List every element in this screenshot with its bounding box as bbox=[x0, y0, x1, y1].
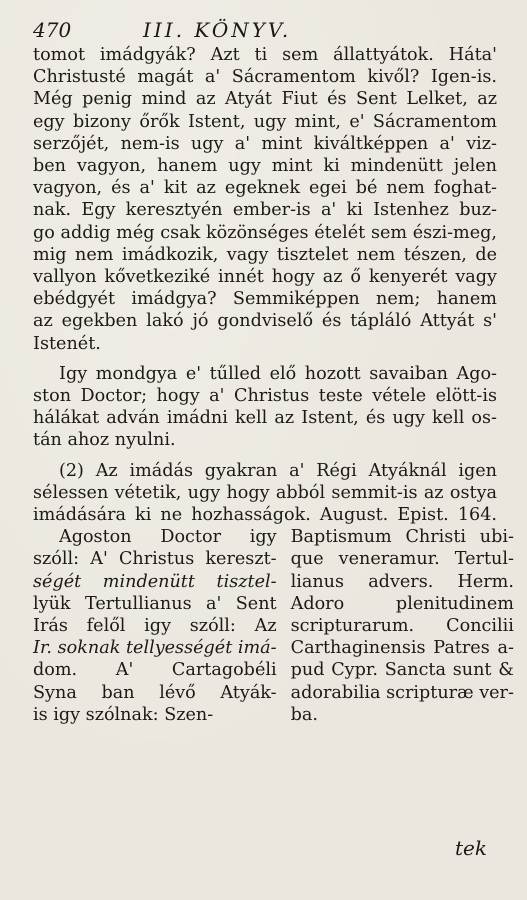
text-line: (2) Az imádás gyakran a' Régi Atyáknál igen bbox=[59, 460, 497, 481]
main-text bbox=[33, 44, 497, 526]
text-line: hálákat adván imádni kell az Istent, és ugy kell os- bbox=[33, 408, 497, 429]
paragraph-1 bbox=[33, 44, 497, 355]
text-line: tán ahoz nyulni. bbox=[33, 430, 176, 451]
text-line: ebédgyét imádgya? Semmiképpen nem; hanem bbox=[33, 289, 497, 310]
text-line: sélessen vétetik, ugy hogy abból semmit-is az ostya bbox=[33, 482, 497, 503]
text-line: Christusté magát a' Sácramentom kivől? Igen-is. bbox=[33, 67, 497, 88]
text-line: ba. bbox=[290, 704, 318, 725]
text-line: adorabilia scripturæ ver- bbox=[290, 682, 514, 703]
text-line: scripturarum. Concilii bbox=[290, 616, 514, 637]
paragraph-3 bbox=[33, 460, 497, 527]
text-line: dom. A' Cartagobéli bbox=[33, 660, 277, 681]
page-header bbox=[33, 18, 497, 44]
text-line: go addig még csak közönséges ételét sem észi-meg, bbox=[33, 222, 497, 243]
footnote-columns bbox=[33, 526, 514, 726]
text-line: ségét mindenütt tisztel- bbox=[33, 571, 277, 592]
page-number: 470 bbox=[33, 18, 72, 42]
text-line: Syna ban lévő Atyák- bbox=[33, 682, 277, 703]
text-line: Baptismum Christi ubi- bbox=[290, 527, 514, 548]
text-line: egy bizony őrők Istent, ugy mint, e' Sácramentom bbox=[33, 111, 497, 132]
catchword: tek bbox=[455, 836, 487, 860]
text-line: tomot imádgyák? Azt ti sem állattyátok. Háta' bbox=[33, 45, 497, 65]
text-line: lyük Tertullianus a' Sent bbox=[33, 593, 277, 614]
text-line: que veneramur. Tertul- bbox=[290, 549, 514, 570]
text-line: Carthaginensis Patres a- bbox=[290, 638, 514, 659]
paragraph-2 bbox=[33, 363, 497, 452]
text-line: ston Doctor; hogy a' Christus teste vétele elött-is bbox=[33, 386, 497, 407]
text-line: ben vagyon, hanem ugy mint ki mindenütt jelen bbox=[33, 156, 497, 177]
text-line: vagyon, és a' kit az egeknek egei bé nem foghat- bbox=[33, 178, 497, 199]
text-line: pud Cypr. Sancta sunt & bbox=[290, 660, 514, 681]
left-column bbox=[33, 526, 277, 726]
text-line: nak. Egy keresztyén ember-is a' ki Istenhez buz- bbox=[33, 200, 497, 221]
text-line: Istenét. bbox=[33, 333, 101, 354]
text-line: lianus advers. Herm. bbox=[290, 571, 514, 592]
text-line: Még penig mind az Atyát Fiut és Sent Lelket, az bbox=[33, 89, 497, 110]
text-line: is igy szólnak: Szen- bbox=[33, 704, 214, 725]
text-line: Ir. soknak tellyességét imá- bbox=[33, 638, 277, 659]
text-line: Adoro plenitudinem bbox=[290, 593, 514, 614]
text-line: szóll: A' Christus kereszt- bbox=[33, 549, 277, 570]
text-line: mig nem imádkozik, vagy tisztelet nem tészen, de bbox=[33, 244, 497, 265]
text-line: imádására ki ne hozhasságok. August. Epist. 164. bbox=[33, 505, 497, 526]
text-line: vallyon kővetkeziké innét hogy az ő kenyerét vagy bbox=[33, 267, 497, 288]
text-line: Igy mondgya e' tűlled elő hozott savaiban Ago- bbox=[59, 363, 497, 384]
text-line: Irás felől igy szóll: Az bbox=[33, 616, 277, 637]
right-column bbox=[291, 526, 514, 726]
running-title: III. KÖNYV. bbox=[143, 18, 292, 42]
text-line: serzőjét, nem-is ugy a' mint kiváltképpen a' viz- bbox=[33, 133, 497, 154]
text-line: Agoston Doctor igy bbox=[59, 527, 277, 548]
text-line: az egekben lakó jó gondviselő és tápláló Attyát s' bbox=[33, 311, 497, 332]
